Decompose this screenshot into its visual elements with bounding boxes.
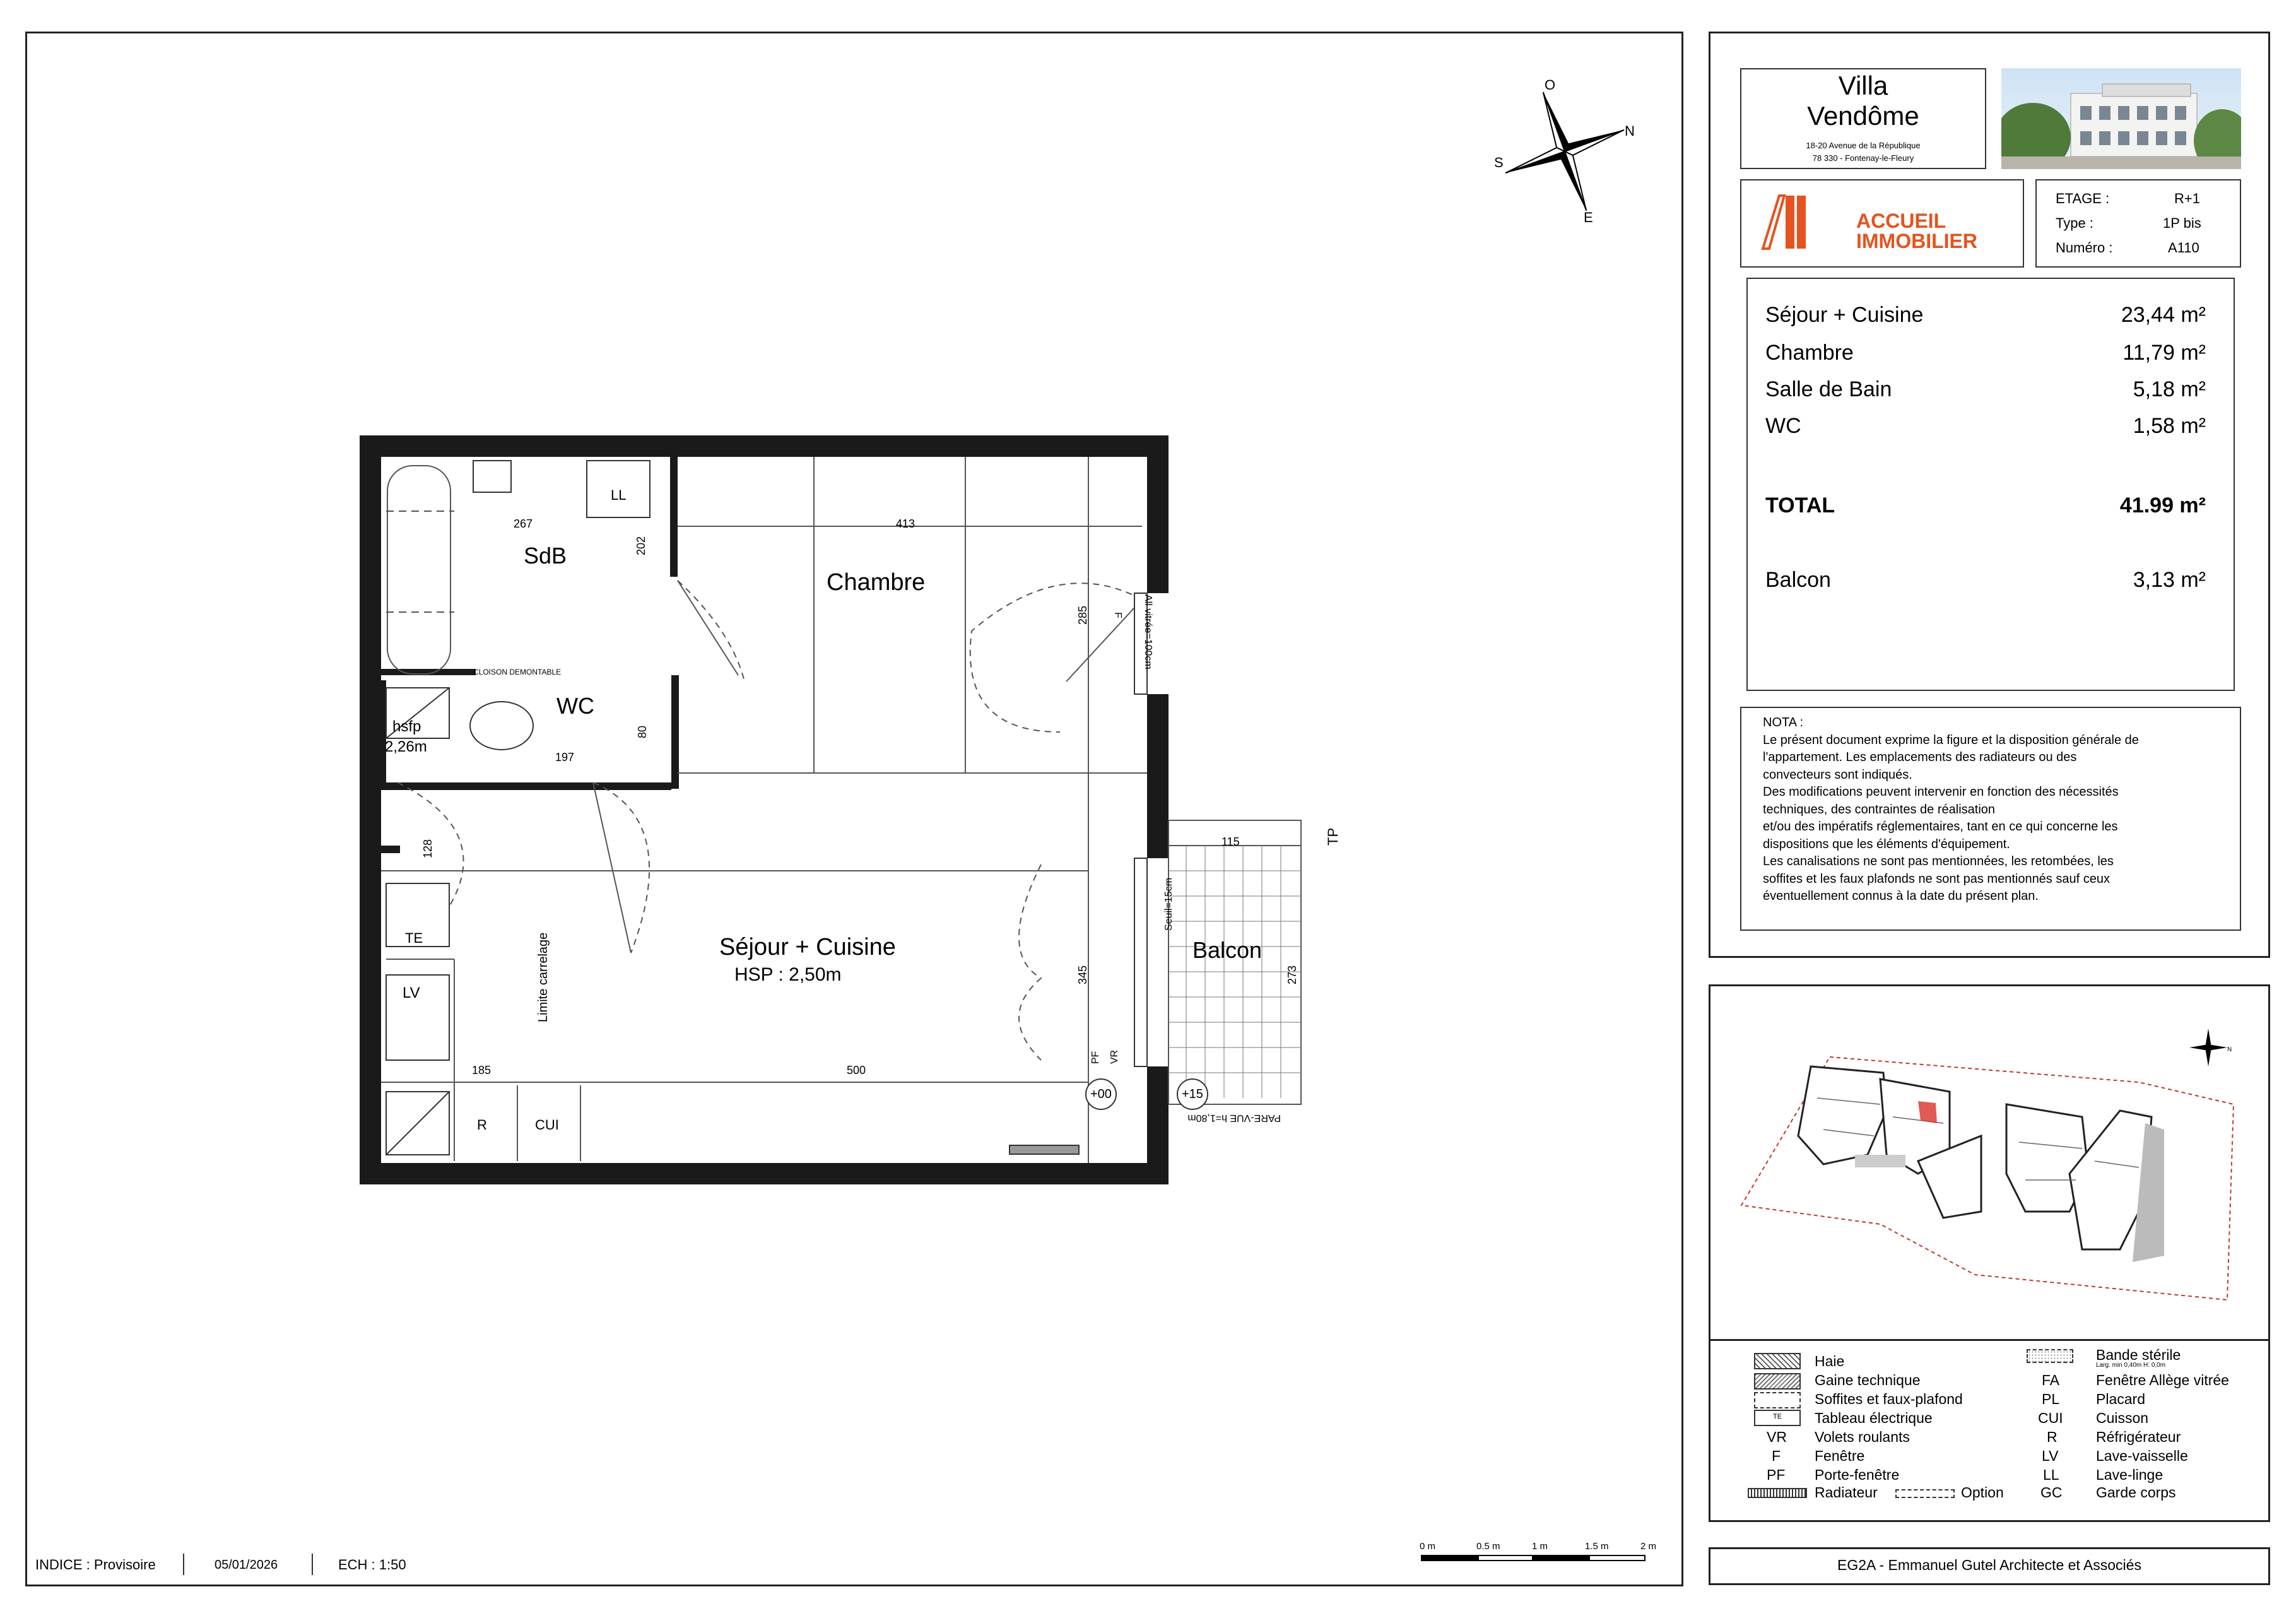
footer-divider: [183, 1554, 184, 1575]
label-seuil: Seuil=15cm: [1163, 877, 1174, 931]
legend-label: Garde corps: [2096, 1484, 2176, 1501]
legend-sym: PF: [1767, 1467, 1786, 1483]
label-lv: LV: [403, 984, 420, 1001]
note-line: Le présent document exprime la figure et la disposition générale de: [1763, 733, 2139, 747]
scale-label: ECH : 1:50: [338, 1557, 406, 1573]
note-line: Les canalisations ne sont pas mentionnées, les retombées, les: [1763, 854, 2114, 868]
label-level-00: +00: [1090, 1087, 1112, 1101]
legend-label: Fenêtre: [1815, 1448, 1865, 1464]
area-name: Chambre: [1765, 341, 1854, 365]
note-line: Des modifications peuvent intervenir en fonction des nécessités: [1763, 785, 2119, 799]
total-label: TOTAL: [1765, 493, 1835, 517]
area-value: 1,58 m²: [2133, 414, 2206, 438]
floor-plan: [353, 429, 1363, 1186]
legend-label: Cuisson: [2096, 1410, 2149, 1426]
label-cloison: CLOISON DEMONTABLE: [473, 668, 562, 676]
note-line: éventuellement connus à la date du présent plan.: [1763, 889, 2039, 903]
label-r: R: [477, 1117, 487, 1133]
room-hsp: HSP : 2,50m: [734, 964, 842, 985]
note-line: dispositions que les éléments d'équipement.: [1763, 837, 2010, 851]
compass-n: N: [1625, 123, 1635, 139]
legend-label: Haie: [1815, 1353, 1845, 1369]
label-limite: Limite carrelage: [536, 932, 550, 1022]
room-wc: WC: [556, 693, 594, 719]
area-value: 11,79 m²: [2122, 341, 2206, 365]
legend-label: Radiateur: [1815, 1484, 1878, 1501]
project-address-2: 78 330 - Fontenay-le-Fleury: [1812, 153, 1914, 163]
legend-divider: [1709, 1339, 2270, 1341]
compass-s: S: [1494, 155, 1504, 170]
label-te: TE: [405, 930, 423, 946]
radiator-symbol: [1748, 1488, 1807, 1498]
dim-185: 185: [472, 1064, 492, 1077]
legend-label: Réfrigérateur: [2096, 1429, 2181, 1445]
legend: [1741, 1347, 2259, 1514]
legend-sym: FA: [2042, 1372, 2060, 1388]
note-title: NOTA :: [1763, 716, 1804, 729]
room-balcon: Balcon: [1192, 937, 1263, 963]
label-cui: CUI: [535, 1117, 559, 1133]
compass-rose: [1483, 69, 1647, 233]
type-label: Type :: [2056, 215, 2093, 231]
etage-label: ETAGE :: [2056, 191, 2110, 206]
area-value: 5,18 m²: [2133, 377, 2206, 401]
dim-413: 413: [896, 517, 915, 530]
area-name: Séjour + Cuisine: [1765, 303, 1924, 327]
building-image: [2001, 68, 2241, 169]
area-value: 23,44 m²: [2121, 303, 2206, 327]
type-value: 1P bis: [2163, 215, 2201, 231]
legend-sym: LV: [2042, 1448, 2059, 1464]
date-label: 05/01/2026: [215, 1558, 278, 1572]
label-hsfp-value: 2,26m: [385, 738, 427, 755]
dim-128: 128: [421, 839, 434, 858]
legend-label: Placard: [2096, 1391, 2145, 1407]
legend-label: Porte-fenêtre: [1815, 1467, 1900, 1483]
label-hsfp: hsfp: [392, 718, 421, 735]
dim-115: 115: [1222, 835, 1240, 848]
area-name: Salle de Bain: [1765, 377, 1892, 401]
legend-label: Gaine technique: [1815, 1372, 1921, 1388]
logo-line-2: IMMOBILIER: [1856, 230, 1977, 252]
legend-label: Bande stérile: [2096, 1347, 2181, 1363]
indice-label: INDICE : Provisoire: [35, 1557, 156, 1573]
logo-line-1: ACCUEIL: [1856, 210, 1946, 232]
footer-divider: [312, 1554, 313, 1575]
legend-label: Soffites et faux-plafond: [1815, 1391, 1963, 1407]
label-ll: LL: [611, 487, 627, 503]
legend-label: Fenêtre Allège vitrée: [2096, 1372, 2229, 1388]
option-symbol: [1895, 1489, 1955, 1498]
note-line: convecteurs sont indiqués.: [1763, 767, 1912, 782]
legend-sub: Larg. min 0,40m H: 0,0m: [2096, 1362, 2166, 1369]
dim-285: 285: [1076, 605, 1089, 625]
architect-label: EG2A - Emmanuel Gutel Architecte et Associés: [1837, 1557, 2141, 1573]
numero-label: Numéro :: [2056, 240, 2113, 256]
dim-273: 273: [1286, 965, 1298, 984]
note-line: et/ou des impératifs réglementaires, tant en ce qui concerne les: [1763, 820, 2118, 834]
room-sdb: SdB: [524, 543, 567, 569]
note-line: soffites et les faux plafonds ne sont pas mentionnés sauf ceux: [1763, 871, 2110, 886]
scale-bar: 0 m 0.5 m 1 m 1.5 m 2 m: [1420, 1541, 1659, 1566]
legend-label: Volets roulants: [1815, 1429, 1910, 1445]
dim-500: 500: [847, 1064, 866, 1077]
legend-sym: CUI: [2038, 1410, 2063, 1426]
legend-sym: PL: [2042, 1391, 2060, 1407]
room-sejour: Séjour + Cuisine: [719, 934, 896, 960]
areas-box: [1746, 278, 2235, 691]
project-name-1: Villa: [1838, 71, 1888, 100]
site-compass-n: N: [2227, 1046, 2232, 1053]
gaine-symbol: [1754, 1373, 1801, 1390]
compass-o: O: [1545, 77, 1556, 93]
label-pare-vue: PARE-VUE h=1,80m: [1187, 1112, 1281, 1123]
area-name: WC: [1765, 414, 1801, 438]
label-f: F: [1112, 612, 1123, 618]
project-address-1: 18-20 Avenue de la République: [1806, 141, 1921, 150]
dim-202: 202: [635, 536, 647, 555]
balcon-label: Balcon: [1765, 568, 1831, 592]
label-pf: PF: [1090, 1051, 1101, 1064]
note-text: [1763, 714, 2139, 906]
soffite-symbol: [1754, 1392, 1801, 1408]
dim-345: 345: [1076, 965, 1089, 984]
note-line: l'appartement. Les emplacements des radiateurs ou des: [1763, 750, 2077, 764]
legend-sym: LL: [2043, 1467, 2059, 1483]
project-name-2: Vendôme: [1807, 101, 1919, 131]
bande-symbol: [2027, 1349, 2073, 1363]
label-level-15: +15: [1182, 1087, 1203, 1101]
legend-sym: VR: [1767, 1429, 1787, 1445]
site-plan: [1729, 1010, 2252, 1325]
dim-80: 80: [636, 725, 649, 738]
label-all-vitree: All vitrée=100cm: [1143, 594, 1153, 670]
etage-value: R+1: [2174, 191, 2200, 206]
logo-mark: [1760, 193, 1811, 251]
te-symbol: TE: [1754, 1410, 1801, 1426]
balcon-value: 3,13 m²: [2133, 568, 2206, 592]
dim-197: 197: [555, 751, 575, 764]
label-tp: TP: [1325, 827, 1341, 846]
hedge-symbol: [1754, 1353, 1801, 1369]
note-line: techniques, des contraintes de réalisation: [1763, 802, 1996, 817]
legend-sym: R: [2047, 1429, 2058, 1445]
legend-sym: F: [1772, 1448, 1781, 1464]
total-value: 41.99 m²: [2119, 493, 2206, 517]
legend-label: Lave-linge: [2096, 1467, 2164, 1483]
dim-267: 267: [514, 517, 533, 530]
legend-label: Lave-vaisselle: [2096, 1448, 2188, 1464]
room-chambre: Chambre: [827, 569, 926, 596]
label-vr: VR: [1109, 1049, 1120, 1064]
compass-e: E: [1584, 210, 1593, 225]
legend-option: Option: [1961, 1484, 2004, 1501]
legend-sym: GC: [2040, 1484, 2063, 1501]
legend-label: Tableau électrique: [1815, 1410, 1933, 1426]
numero-value: A110: [2168, 240, 2199, 256]
